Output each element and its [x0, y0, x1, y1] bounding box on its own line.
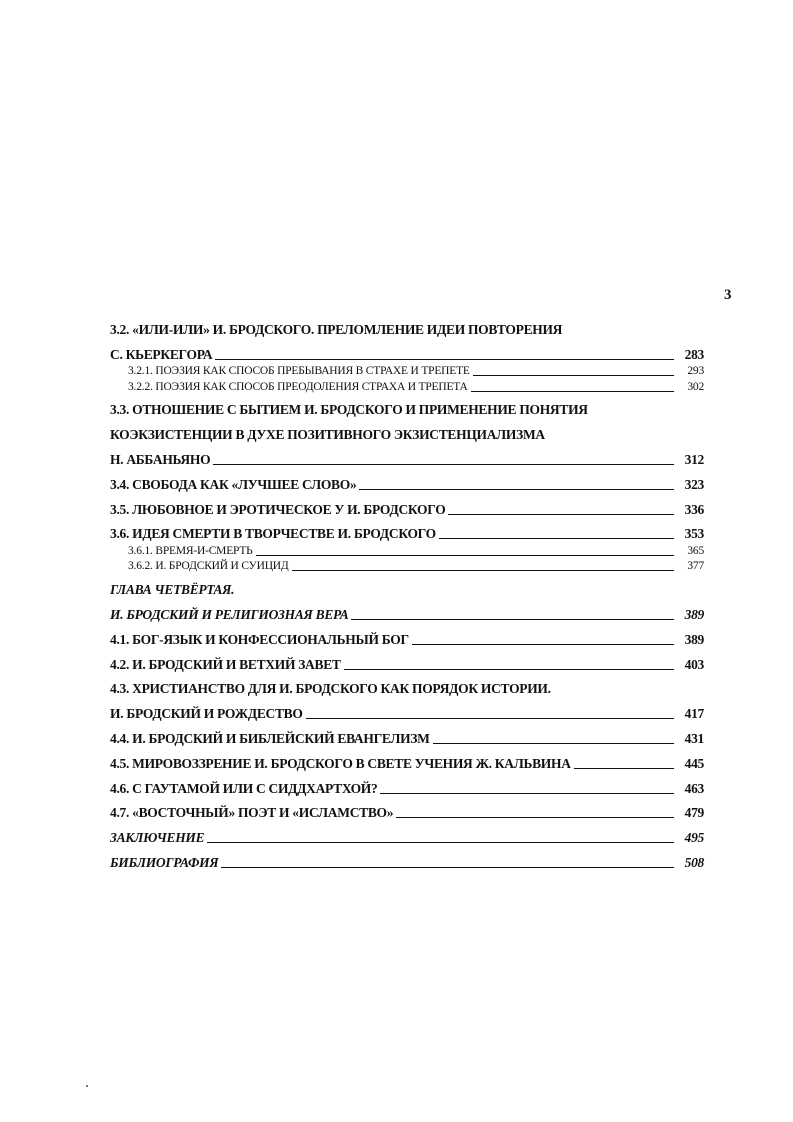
toc-entry-label: 3.4. СВОБОДА КАК «ЛУЧШЕЕ СЛОВО» [110, 476, 357, 492]
toc-entry-label: И. БРОДСКИЙ И РЕЛИГИОЗНАЯ ВЕРА [110, 606, 349, 622]
toc-entry-page: 389 [684, 606, 704, 622]
page-number: 3 [724, 287, 732, 303]
toc-leader [471, 391, 674, 392]
toc-entry [110, 697, 704, 722]
toc-entry-label: 4.4. И. БРОДСКИЙ И БИБЛЕЙСКИЙ ЕВАНГЕЛИЗМ [110, 730, 430, 746]
toc-entry-label: Н. АББАНЬЯНО [110, 451, 211, 467]
toc-entry-page: 336 [684, 501, 704, 517]
toc-entry-page: 445 [684, 755, 704, 771]
toc-entry-page: 495 [684, 830, 704, 846]
toc-entry [110, 468, 704, 493]
toc-entry-label: 3.6.2. И. БРОДСКИЙ И СУИЦИД [128, 560, 289, 573]
toc-leader [433, 743, 674, 744]
toc-entry-label: 3.2.1. ПОЭЗИЯ КАК СПОСОБ ПРЕБЫВАНИЯ В СТРАХЕ И ТРЕПЕТЕ [128, 365, 470, 378]
toc-entry [110, 558, 704, 574]
toc-entry [110, 772, 704, 797]
toc-entry-page: 508 [684, 854, 704, 870]
toc-entry [110, 722, 704, 747]
toc-leader [256, 555, 674, 556]
toc-entry [110, 673, 704, 698]
toc-entry-label: 3.2. «ИЛИ-ИЛИ» И. БРОДСКОГО. ПРЕЛОМЛЕНИЕ ИДЕИ ПОВТОРЕНИЯ [110, 321, 563, 337]
toc-entry [110, 598, 704, 623]
toc-entry [110, 363, 704, 379]
toc-entry-label: С. КЬЕРКЕГОРА [110, 346, 213, 362]
toc-entry-page: 479 [684, 805, 704, 821]
toc-entry-page: 431 [684, 730, 704, 746]
toc-entry-label: ГЛАВА ЧЕТВЁРТАЯ. [110, 582, 235, 598]
toc-entry [110, 542, 704, 558]
toc-leader [207, 842, 674, 843]
toc-entry-page: 377 [687, 560, 704, 573]
toc-leader [215, 359, 674, 360]
table-of-contents [110, 313, 704, 871]
toc-entry-page: 403 [684, 656, 704, 672]
toc-leader [574, 768, 674, 769]
toc-entry [110, 797, 704, 822]
toc-entry [110, 338, 704, 363]
toc-entry-label: 4.5. МИРОВОЗЗРЕНИЕ И. БРОДСКОГО В СВЕТЕ УЧЕНИЯ Ж. КАЛЬВИНА [110, 755, 571, 771]
toc-entry-page: 312 [684, 451, 704, 467]
toc-entry [110, 648, 704, 673]
toc-entry [110, 378, 704, 394]
toc-entry [110, 747, 704, 772]
toc-entry [110, 821, 704, 846]
toc-entry [110, 394, 704, 419]
toc-entry-label: 3.2.2. ПОЭЗИЯ КАК СПОСОБ ПРЕОДОЛЕНИЯ СТРАХА И ТРЕПЕТА [128, 380, 468, 393]
toc-entry-page: 417 [684, 706, 704, 722]
toc-entry [110, 573, 704, 598]
toc-entry-label: 3.6. ИДЕЯ СМЕРТИ В ТВОРЧЕСТВЕ И. БРОДСКОГО [110, 526, 436, 542]
toc-leader [473, 375, 674, 376]
scan-speck [86, 1085, 88, 1087]
toc-entry-label: КОЭКЗИСТЕНЦИИ В ДУХЕ ПОЗИТИВНОГО ЭКЗИСТЕНЦИАЛИЗМА [110, 427, 545, 443]
toc-leader [292, 570, 674, 571]
toc-entry [110, 313, 704, 338]
toc-leader [396, 817, 674, 818]
toc-entry-label: 4.7. «ВОСТОЧНЫЙ» ПОЭТ И «ИСЛАМСТВО» [110, 805, 394, 821]
toc-entry-label: 4.2. И. БРОДСКИЙ И ВЕТХИЙ ЗАВЕТ [110, 656, 341, 672]
toc-entry [110, 443, 704, 468]
toc-entry-page: 353 [684, 526, 704, 542]
toc-entry [110, 493, 704, 518]
toc-leader [344, 669, 674, 670]
toc-leader [213, 464, 674, 465]
toc-entry-page: 463 [684, 780, 704, 796]
toc-entry-label: 3.3. ОТНОШЕНИЕ С БЫТИЕМ И. БРОДСКОГО И ПРИМЕНЕНИЕ ПОНЯТИЯ [110, 402, 588, 418]
toc-leader [351, 619, 674, 620]
toc-leader [306, 718, 674, 719]
toc-entry-page: 365 [687, 544, 704, 557]
toc-entry-page: 389 [684, 631, 704, 647]
toc-entry-label: БИБЛИОГРАФИЯ [110, 854, 219, 870]
toc-leader [380, 793, 674, 794]
toc-entry-label: 3.6.1. ВРЕМЯ-И-СМЕРТЬ [128, 544, 253, 557]
toc-entry-label: ЗАКЛЮЧЕНИЕ [110, 830, 205, 846]
toc-entry [110, 518, 704, 543]
toc-leader [439, 538, 674, 539]
toc-entry-page: 293 [687, 365, 704, 378]
toc-entry-page: 283 [684, 346, 704, 362]
toc-entry-label: 4.1. БОГ-ЯЗЫК И КОНФЕССИОНАЛЬНЫЙ БОГ [110, 631, 409, 647]
toc-entry-label: 3.5. ЛЮБОВНОЕ И ЭРОТИЧЕСКОЕ У И. БРОДСКОГО [110, 501, 446, 517]
toc-entry-label: 4.3. ХРИСТИАНСТВО ДЛЯ И. БРОДСКОГО КАК ПОРЯДОК ИСТОРИИ. [110, 681, 551, 697]
toc-leader [221, 867, 674, 868]
toc-leader [448, 514, 674, 515]
toc-entry-label: 4.6. С ГАУТАМОЙ ИЛИ С СИДДХАРТХОЙ? [110, 780, 378, 796]
toc-entry [110, 846, 704, 871]
toc-entry [110, 418, 704, 443]
toc-entry-page: 302 [687, 380, 704, 393]
toc-entry-page: 323 [684, 476, 704, 492]
toc-entry [110, 623, 704, 648]
toc-entry-label: И. БРОДСКИЙ И РОЖДЕСТВО [110, 706, 303, 722]
toc-leader [412, 644, 674, 645]
toc-leader [359, 489, 674, 490]
